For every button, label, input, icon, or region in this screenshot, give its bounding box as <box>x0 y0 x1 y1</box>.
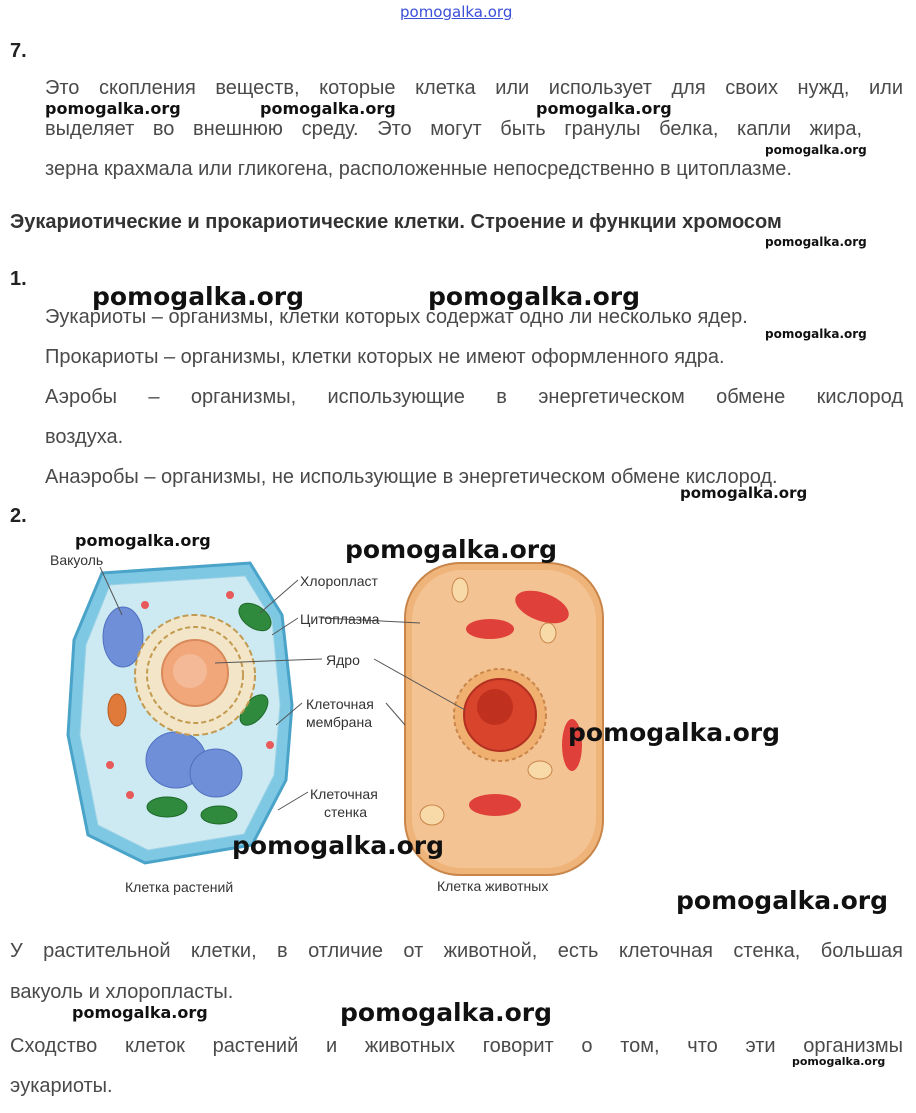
section-1-line-4: воздуха. <box>45 426 124 448</box>
similarity-line-2: эукариоты. <box>10 1075 113 1097</box>
similarity-line-1: Сходство клеток растений и животных говорит о том, что эти организмы <box>10 1035 903 1057</box>
label-nucleus: Ядро <box>326 652 360 668</box>
watermark: pomogalka.org <box>92 282 305 311</box>
section-7-line-3: зерна крахмала или гликогена, расположенные непосредственно в цитоплазме. <box>45 158 792 180</box>
watermark: pomogalka.org <box>260 99 396 118</box>
section-7-number: 7. <box>10 40 27 62</box>
watermark: pomogalka.org <box>428 282 641 311</box>
watermark: pomogalka.org <box>680 484 808 502</box>
label-wall-line1: Клеточная <box>310 786 378 802</box>
label-chloroplast: Хлоропласт <box>300 573 378 589</box>
page-heading: Эукариотические и прокариотические клетки. Строение и функции хромосом <box>10 211 782 233</box>
watermark: pomogalka.org <box>340 998 553 1027</box>
watermark: pomogalka.org <box>765 327 867 341</box>
watermark: pomogalka.org <box>72 1003 208 1022</box>
watermark: pomogalka.org <box>232 831 445 860</box>
label-cytoplasm: Цитоплазма <box>300 611 380 627</box>
watermark: pomogalka.org <box>568 718 781 747</box>
section-1-number: 1. <box>10 268 27 290</box>
watermark: pomogalka.org <box>792 1055 886 1068</box>
watermark: pomogalka.org <box>765 235 867 249</box>
watermark: pomogalka.org <box>75 531 211 550</box>
watermark: pomogalka.org <box>765 143 867 157</box>
section-2-number: 2. <box>10 505 27 527</box>
section-7-line-1: Это скопления веществ, которые клетка или использует для своих нужд, или <box>45 77 903 99</box>
section-1-line-3: Аэробы – организмы, использующие в энергетическом обмене кислород <box>45 386 903 408</box>
watermark: pomogalka.org <box>536 99 672 118</box>
caption-plant-cell: Клетка растений <box>125 879 234 895</box>
caption-animal-cell: Клетка животных <box>437 878 549 894</box>
plant-cell-illustration <box>68 563 292 863</box>
conclusion-line-1: У растительной клетки, в отличие от животной, есть клеточная стенка, большая <box>10 940 903 962</box>
section-1-line-2: Прокариоты – организмы, клетки которых не имеют оформленного ядра. <box>45 346 725 368</box>
watermark: pomogalka.org <box>345 535 558 564</box>
watermark: pomogalka.org <box>676 886 889 915</box>
label-membrane-line2: мембрана <box>306 714 372 730</box>
section-1-line-5: Анаэробы – организмы, не использующие в энергетическом обмене кислород. <box>45 466 778 488</box>
conclusion-line-2: вакуоль и хлоропласты. <box>10 981 234 1003</box>
label-membrane-line1: Клеточная <box>306 696 374 712</box>
label-wall-line2: стенка <box>324 804 367 820</box>
vacuole-shape <box>103 607 143 667</box>
watermark: pomogalka.org <box>45 99 181 118</box>
section-1-line-1: Эукариоты – организмы, клетки которых содержат одно ли несколько ядер. <box>45 306 748 328</box>
label-vacuole: Вакуоль <box>50 552 104 568</box>
section-7-line-2: выделяет во внешнюю среду. Это могут быть гранулы белка, капли жира, <box>45 118 862 140</box>
watermark-top-link[interactable]: pomogalka.org <box>400 3 513 21</box>
